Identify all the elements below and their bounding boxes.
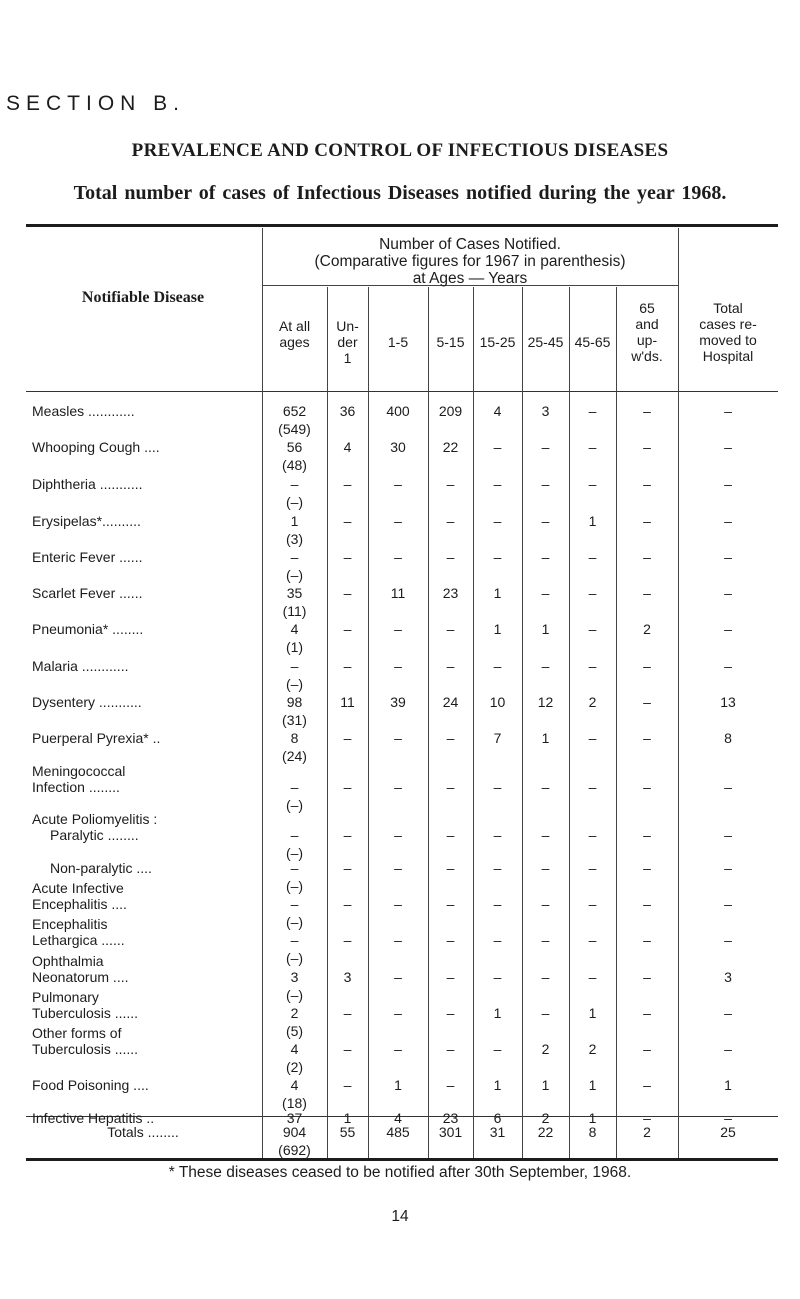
age-value: – — [343, 860, 352, 876]
age-value: – — [343, 779, 352, 795]
age-value: 2 — [588, 1041, 597, 1057]
comparative-1967-value: (–) — [285, 878, 304, 894]
age-value: – — [446, 549, 455, 565]
age-value: – — [643, 730, 651, 746]
hospital-total-value: – — [724, 860, 732, 876]
age-value: – — [394, 1005, 402, 1021]
disease-label: Pulmonary — [32, 989, 99, 1005]
age-value: – — [493, 439, 502, 455]
age-value: – — [643, 513, 651, 529]
age-value: 7 — [493, 730, 502, 746]
total-header-line-2: cases re- — [699, 316, 757, 332]
disease-label: Encephalitis .... — [32, 896, 127, 912]
age-value: – — [446, 969, 455, 985]
age-column-header-line: 15-25 — [479, 334, 516, 350]
age-value: – — [588, 779, 597, 795]
age-value: – — [588, 621, 597, 637]
age-value: 8 — [588, 1124, 597, 1140]
all-ages-value: 56 — [286, 439, 303, 455]
age-value: 30 — [390, 439, 406, 455]
comparative-1967-value: (–) — [285, 676, 304, 692]
disease-label: Erysipelas*.......... — [32, 513, 141, 529]
all-ages-value: 35 — [286, 585, 303, 601]
age-value: – — [541, 896, 550, 912]
all-ages-value: 3 — [290, 969, 299, 985]
age-value: – — [643, 403, 651, 419]
age-value: 1 — [493, 585, 502, 601]
disease-label: Ophthalmia — [32, 953, 104, 969]
age-value: 11 — [390, 585, 406, 601]
age-value: – — [493, 860, 502, 876]
age-value: 23 — [442, 1110, 459, 1126]
total-hospital-header — [678, 300, 778, 364]
age-column-header — [473, 334, 522, 350]
all-ages-value: 2 — [290, 1005, 299, 1021]
disease-label: Diphtheria ........... — [32, 476, 143, 492]
age-value: – — [643, 439, 651, 455]
age-value: – — [588, 549, 597, 565]
age-value: 3 — [343, 969, 352, 985]
hospital-total-value: 3 — [724, 969, 732, 985]
disease-label: Infection ........ — [32, 779, 120, 795]
age-value: – — [343, 730, 352, 746]
age-value: – — [343, 476, 352, 492]
age-value: 1 — [493, 1077, 502, 1093]
age-value: – — [446, 827, 455, 843]
disease-label: Food Poisoning .... — [32, 1077, 149, 1093]
age-value: – — [588, 827, 597, 843]
age-value: – — [493, 779, 502, 795]
age-value: – — [541, 476, 550, 492]
age-value: 3 — [541, 403, 550, 419]
comparative-1967-value: (–) — [285, 987, 304, 1003]
age-value: – — [643, 476, 651, 492]
notifiable-disease-header: Notifiable Disease — [81, 289, 205, 306]
age-value: – — [446, 1041, 455, 1057]
hospital-total-value: – — [724, 1005, 732, 1021]
comparative-1967-value: (692) — [278, 1142, 311, 1158]
all-ages-value: 4 — [290, 1041, 299, 1057]
hospital-total-value: 1 — [724, 1077, 732, 1093]
age-column-header — [569, 334, 616, 350]
age-value: – — [643, 779, 651, 795]
age-value: – — [446, 658, 455, 674]
all-ages-value: 652 — [282, 403, 307, 419]
hospital-total-value: – — [724, 827, 732, 843]
page-title: PREVALENCE AND CONTROL OF INFECTIOUS DISEASES — [131, 140, 669, 161]
age-value: – — [493, 476, 502, 492]
group-header-line-2: (Comparative figures for 1967 in parenthesis) — [314, 253, 626, 270]
hospital-total-value: – — [724, 932, 732, 948]
age-value: – — [446, 621, 455, 637]
age-value: 1 — [588, 1005, 597, 1021]
total-header-line-4: Hospital — [702, 348, 754, 364]
age-value: – — [446, 860, 455, 876]
comparative-1967-value: (1) — [285, 639, 304, 655]
age-value: 4 — [493, 403, 502, 419]
table-top-rule — [26, 224, 778, 227]
age-value: – — [588, 860, 597, 876]
age-value: – — [343, 1077, 352, 1093]
hospital-total-value: – — [724, 549, 732, 565]
age-column-header-line: Un- — [336, 318, 359, 334]
age-value: 1 — [588, 1077, 597, 1093]
age-value: – — [394, 860, 402, 876]
age-value: – — [588, 932, 597, 948]
age-value: – — [493, 549, 502, 565]
age-value: – — [541, 932, 550, 948]
age-value: 12 — [537, 694, 554, 710]
age-value: – — [643, 585, 651, 601]
age-column-header-line: and — [635, 316, 659, 332]
hospital-total-value: – — [724, 658, 732, 674]
disease-label: Tuberculosis ...... — [32, 1005, 139, 1021]
disease-label: Acute Infective — [32, 880, 124, 896]
hospital-total-value: – — [724, 779, 732, 795]
age-column-header-line: 25-45 — [527, 334, 564, 350]
age-value: 1 — [343, 1110, 352, 1126]
all-ages-value: 8 — [290, 730, 299, 746]
cases-notified-header — [262, 236, 678, 287]
age-value: – — [541, 860, 550, 876]
disease-label: Measles ............ — [32, 403, 135, 419]
age-value: 1 — [588, 513, 597, 529]
all-ages-value: – — [290, 860, 299, 876]
age-value: – — [493, 1041, 502, 1057]
age-value: – — [394, 932, 402, 948]
all-ages-value: 904 — [282, 1124, 307, 1140]
total-header-line-3: moved to — [699, 332, 757, 348]
age-value: – — [493, 513, 502, 529]
age-value: 2 — [541, 1041, 550, 1057]
disease-label: Dysentery ........... — [32, 694, 142, 710]
age-value: – — [541, 585, 550, 601]
age-value: 6 — [493, 1110, 502, 1126]
age-value: 2 — [643, 621, 651, 637]
all-ages-value: – — [290, 549, 299, 565]
age-value: 4 — [394, 1110, 402, 1126]
age-value: 36 — [339, 403, 356, 419]
age-value: – — [343, 1041, 352, 1057]
age-value: – — [446, 932, 455, 948]
table-bottom-rule — [26, 1158, 778, 1161]
comparative-1967-value: (–) — [285, 797, 304, 813]
age-value: 2 — [643, 1124, 651, 1140]
disease-label: Non-paralytic .... — [50, 860, 152, 876]
age-value: – — [643, 694, 651, 710]
age-value: – — [493, 896, 502, 912]
disease-label: Tuberculosis ...... — [32, 1041, 139, 1057]
age-value: – — [394, 1041, 402, 1057]
age-value: – — [643, 860, 651, 876]
age-value: 24 — [442, 694, 459, 710]
comparative-1967-value: (18) — [282, 1095, 307, 1111]
age-value: – — [588, 969, 597, 985]
age-value: – — [643, 896, 651, 912]
age-value: 2 — [541, 1110, 550, 1126]
comparative-1967-value: (48) — [282, 457, 307, 473]
age-value: 39 — [390, 694, 406, 710]
all-ages-value: 4 — [290, 1077, 299, 1093]
age-value: – — [643, 1005, 651, 1021]
age-value: – — [541, 658, 550, 674]
age-value: – — [394, 658, 402, 674]
page-number: 14 — [391, 1208, 409, 1225]
age-value: 11 — [340, 694, 355, 710]
age-value: – — [588, 896, 597, 912]
hospital-total-value: 8 — [724, 730, 732, 746]
age-value: – — [446, 779, 455, 795]
hospital-total-value: – — [724, 476, 732, 492]
age-value: – — [394, 549, 402, 565]
all-ages-value: 37 — [286, 1110, 303, 1126]
comparative-1967-value: (549) — [278, 421, 311, 437]
age-value: – — [643, 658, 651, 674]
age-value: – — [446, 896, 455, 912]
comparative-1967-value: (–) — [285, 845, 304, 861]
age-value: – — [394, 476, 402, 492]
age-column-header — [522, 334, 569, 350]
age-value: 1 — [493, 621, 502, 637]
age-column-header-line: der — [337, 334, 358, 350]
age-value: – — [588, 585, 597, 601]
comparative-1967-value: (31) — [282, 712, 307, 728]
comparative-1967-value: (–) — [285, 494, 304, 510]
all-ages-value: – — [290, 896, 299, 912]
age-value: 485 — [386, 1124, 410, 1140]
age-column-header-line: 65 — [639, 300, 655, 316]
age-value: 209 — [438, 403, 463, 419]
age-value: – — [394, 513, 402, 529]
age-value: – — [394, 621, 402, 637]
comparative-1967-value: (–) — [285, 950, 304, 966]
age-value: – — [343, 549, 352, 565]
age-value: 4 — [343, 439, 352, 455]
age-value: – — [643, 1110, 651, 1126]
age-value: – — [588, 439, 597, 455]
age-value: – — [588, 730, 597, 746]
age-value: 1 — [541, 1077, 550, 1093]
age-column-header — [262, 318, 327, 350]
age-value: 1 — [493, 1005, 502, 1021]
group-header-line-1: Number of Cases Notified. — [379, 236, 561, 253]
hospital-total-value: – — [724, 1110, 732, 1126]
age-column-header-line: 45-65 — [574, 334, 611, 350]
age-value: – — [541, 439, 550, 455]
all-ages-value: – — [290, 476, 299, 492]
age-column-header-line: w'ds. — [631, 348, 663, 364]
all-ages-value: 1 — [290, 513, 299, 529]
age-value: – — [541, 969, 550, 985]
age-column-header-line: ages — [279, 334, 310, 350]
age-value: – — [446, 513, 455, 529]
age-value: – — [343, 1005, 352, 1021]
hospital-total-value: – — [724, 403, 732, 419]
age-column-header — [368, 334, 428, 350]
age-value: – — [493, 932, 502, 948]
age-column-header-line: 1 — [343, 350, 352, 366]
age-value: 10 — [489, 694, 506, 710]
age-value: – — [446, 476, 455, 492]
age-column-header — [428, 334, 473, 350]
comparative-1967-value: (–) — [285, 914, 304, 930]
disease-label: Neonatorum .... — [32, 969, 129, 985]
hospital-total-value: – — [724, 621, 732, 637]
all-ages-value: – — [290, 932, 299, 948]
hospital-total-value: 13 — [720, 694, 736, 710]
age-column-header — [616, 300, 678, 364]
age-value: 31 — [489, 1124, 506, 1140]
age-value: 1 — [588, 1110, 597, 1126]
age-value: – — [643, 827, 651, 843]
age-value: – — [541, 827, 550, 843]
age-column-header-line: At all — [278, 318, 311, 334]
all-ages-value: 4 — [290, 621, 299, 637]
age-value: – — [394, 896, 402, 912]
disease-label: Acute Poliomyelitis : — [32, 811, 158, 827]
disease-label: Meningococcal — [32, 763, 126, 779]
header-bottom-rule — [26, 391, 778, 392]
comparative-1967-value: (–) — [285, 567, 304, 583]
age-value: 1 — [541, 730, 550, 746]
disease-label: Infective Hepatitis .. — [32, 1110, 155, 1126]
age-value: – — [446, 1005, 455, 1021]
age-value: 1 — [541, 621, 550, 637]
age-value: – — [643, 1041, 651, 1057]
disease-label: Malaria ............ — [32, 658, 129, 674]
age-value: 22 — [537, 1124, 554, 1140]
age-value: – — [394, 969, 402, 985]
age-value: – — [643, 549, 651, 565]
age-value: – — [643, 932, 651, 948]
hospital-total-value: – — [724, 439, 732, 455]
age-value: – — [343, 621, 352, 637]
age-value: – — [394, 779, 402, 795]
hospital-total-value: – — [724, 1041, 732, 1057]
age-column-header — [327, 318, 368, 366]
disease-label: Lethargica ...... — [32, 932, 125, 948]
age-value: 55 — [339, 1124, 356, 1140]
age-column-header-line: 5-15 — [436, 334, 465, 350]
age-value: – — [588, 658, 597, 674]
all-ages-value: – — [290, 827, 299, 843]
disease-label: Puerperal Pyrexia* .. — [32, 730, 161, 746]
age-value: – — [343, 932, 352, 948]
age-value: – — [446, 730, 455, 746]
age-value: – — [394, 730, 402, 746]
footnote: * These diseases ceased to be notified after 30th September, 1968. — [168, 1164, 632, 1181]
all-ages-value: 98 — [286, 694, 303, 710]
disease-label: Scarlet Fever ...... — [32, 585, 143, 601]
age-value: – — [643, 1077, 651, 1093]
comparative-1967-value: (5) — [285, 1023, 304, 1039]
age-value: – — [493, 658, 502, 674]
age-value: – — [588, 403, 597, 419]
age-value: 22 — [442, 439, 459, 455]
all-ages-value: – — [290, 658, 299, 674]
age-value: – — [541, 779, 550, 795]
age-value: 301 — [438, 1124, 463, 1140]
age-value: – — [541, 549, 550, 565]
disease-label: Whooping Cough .... — [32, 439, 160, 455]
totals-label: Totals ........ — [107, 1124, 179, 1140]
section-heading: SECTION B. — [6, 92, 186, 115]
disease-label: Pneumonia* ........ — [32, 621, 144, 637]
hospital-total-value: – — [724, 513, 732, 529]
all-ages-value: – — [290, 779, 299, 795]
age-value: – — [588, 476, 597, 492]
group-header-line-3: at Ages — Years — [412, 270, 528, 287]
disease-label: Encephalitis — [32, 916, 108, 932]
age-value: – — [343, 585, 352, 601]
page-subtitle: Total number of cases of Infectious Diseases notified during the year 1968. — [73, 182, 727, 204]
age-value: – — [343, 827, 352, 843]
age-column-header-line: up- — [636, 332, 658, 348]
age-value: – — [343, 513, 352, 529]
age-value: – — [493, 969, 502, 985]
total-header-line-1: Total — [713, 300, 743, 316]
age-value: – — [343, 896, 352, 912]
comparative-1967-value: (24) — [282, 748, 307, 764]
age-value: – — [394, 827, 402, 843]
age-value: – — [541, 513, 550, 529]
age-value: – — [343, 658, 352, 674]
age-value: 400 — [386, 403, 410, 419]
hospital-total-value: 25 — [720, 1124, 736, 1140]
comparative-1967-value: (11) — [282, 603, 307, 619]
comparative-1967-value: (2) — [285, 1059, 304, 1075]
age-value: 1 — [394, 1077, 402, 1093]
disease-label: Other forms of — [32, 1025, 122, 1041]
age-value: 23 — [442, 585, 459, 601]
disease-label: Paralytic ........ — [50, 827, 139, 843]
age-value: – — [643, 969, 651, 985]
age-value: – — [541, 1005, 550, 1021]
age-column-header-line: 1-5 — [387, 334, 409, 350]
hospital-total-value: – — [724, 896, 732, 912]
age-value: – — [446, 1077, 455, 1093]
age-value: – — [493, 827, 502, 843]
comparative-1967-value: (3) — [285, 531, 304, 547]
disease-label: Enteric Fever ...... — [32, 549, 143, 565]
hospital-total-value: – — [724, 585, 732, 601]
age-value: 2 — [588, 694, 597, 710]
